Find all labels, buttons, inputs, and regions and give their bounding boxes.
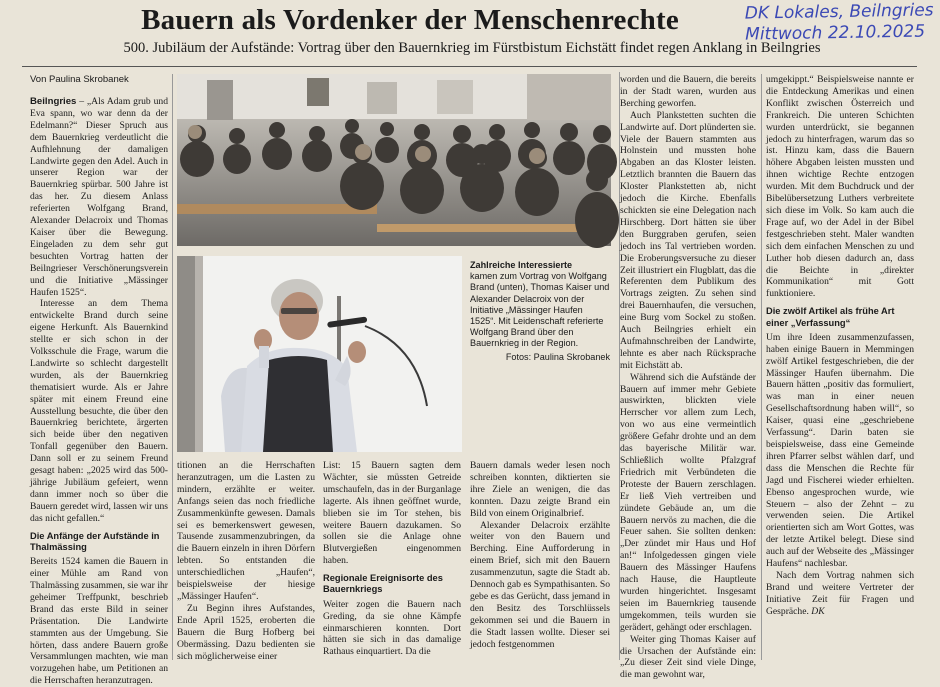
handwritten-note-line: DK Lokales, Beilngries	[744, 0, 934, 24]
subheadline: 500. Jubiläum der Aufstände: Vortrag über den Bauernkrieg im Fürstbistum Eichstätt findet regen Anklang in Beilngries	[123, 40, 821, 56]
header-rule	[22, 66, 917, 67]
caption-title: Zahlreiche Interessierte	[470, 260, 573, 270]
subheading: Regionale Ereignisorte des Bauernkriegs	[323, 573, 443, 595]
paragraph: List: 15 Bauern sagten dem Wächter, sie müssten Getreide umschaufeln, das in der Burganlage lagerte. Als ihnen geöffnet wurde, blieben sie im Tor stehen, bis weitere Bauern dazukamen. So sollen sie die Anlage ohne Blutvergießen eingenommen haben.	[323, 460, 461, 567]
paragraph	[30, 96, 168, 298]
paragraph: Während sich die Aufstände der Bauern auf immer mehr Gebiete auswirkten, blickten viele Herrscher vor allem zum Lech, von wo aus eine vermeintlich größere Gefahr drohte und an dem das bayerische Militär war. Schließlich wollte Pfalzgraf Friedrich mit Verbündeten die Proteste der Bauern zerschlagen. Er ließ Vieh vertreiben und zündete Gebäude an, um die Bauern nervös zu machen, die die Feuer sahen. Sie sollten denken: „Der zündet mir Haus und Hof an!“ Infolgedessen gingen viele Bauern des Mässinger Haufens nach Hause, die Hauptleute wurden hingerichtet. Insgesamt seien im Bauernkrieg tausende umgekommen, teils wurden sie gerädert, gehängt oder erschlagen.	[620, 371, 756, 633]
column-rule	[761, 74, 762, 660]
paragraph-text: Nach dem Vortrag nahmen sich Brand und weitere Vertreter der Initiative Zeit für Fragen und Gespräche.	[766, 569, 914, 617]
text-column-4-top	[620, 74, 756, 681]
audience-photo-graphic	[177, 74, 611, 246]
subheading: Die zwölf Artikel als frühe Art einer „Verfassung“	[766, 306, 895, 328]
photo-speaker	[177, 256, 462, 452]
speaker-photo-graphic	[177, 256, 462, 452]
handwritten-note-line: Mittwoch 22.10.2025	[745, 21, 926, 45]
subheading: Die Anfänge der Aufstände in Thalmässing	[30, 530, 160, 552]
text-column-1	[30, 96, 168, 687]
text-column-2	[177, 460, 315, 660]
paragraph: Weiter zogen die Bauern nach Greding, da sie ohne Kämpfe einmarschieren konnten. Dort hätten sie sich in das damalige Rathaus einquartiert. Da die	[323, 598, 461, 658]
paragraph	[766, 570, 914, 618]
paragraph: umgekippt.“ Beispielsweise nannte er die Entdeckung Amerikas und einen Konflikt zwischen Österreich und Frankreich. Die unteren Schichten wurden unterdrückt, sie begannen jedoch zu hinterfragen, warum das so ist. Hinzu kam, dass die Bauern höhere Abgaben leisten mussten und ihnen wichtige Rechte entzogen wurden. Mit dem Buchdruck und der Bibelübersetzung Luthers verbreitete sich diese im Volk. So kam auch die Frage auf, wo der Adel in der Bibel festgeschrieben steht. Maler wandten sich dem einfachen Menschen zu und Luther hob diesen dadurch an, dass die Beichte in „direkter Kommunikation“ mit Gott funktioniere.	[766, 74, 914, 300]
paragraph: Um ihre Ideen zusammenzufassen, haben einige Bauern in Memmingen zwölf Artikel festgeschrieben, die der Mässinger Haufen übernahm. Die Bauern hätten „positiv das formuliert, was man in einer neuen Gesellschaftsordnung haben will“, so Kaiser, quasi eine „geschriebene Verfassung“. Darin baten sie beispielsweise, dass eine Gemeinde ihren Pfarrer selbst wählen darf, und dass die Menschen die Rechte für Jagd und Fischerei wieder erhielten. Ebenso angesprochen wurde, wie Steuern – also der Zehnt – zu verwenden seien. Die Artikel orientierten sich am Wort Gottes, was der letzte Artikel belegt. Diese sind auch auf der Webseite des „Mässinger Haufens“ nachlesbar.	[766, 331, 914, 570]
paragraph: worden und die Bauern, die bereits in der Stadt waren, wurden aus Berching geworfen.	[620, 74, 756, 109]
paragraph: Auch Plankstetten suchten die Landwirte auf. Dort plünderten sie. Viele der Bauern stammten aus Holnstein und mussten hohe Abgaben an das Kloster leisten. Letztlich brannten die Bauern das Kloster Plankstetten ab, nicht jedoch die Kirche. Ebenfalls schickten sie eine Delegation nach Hirschberg. Dort hätten sie über den Burggraben gerufen, seien jedoch ins Tal vertrieben worden. Die Eroberungsversuche zu dieser Zeit illustriert ein Flugblatt, das die Referenten dem Publikum des Vortrags zeigten. Zu sehen sind drei Bauernhaufen, die versuchen, eine Burg vom Sockel zu stoßen. Auch Beilngries erhielt ein Aufmahnschreiben der Landwirte, lehnte es aber nach Rücksprache mit Eichstätt ab.	[620, 109, 756, 371]
column-rule	[172, 74, 173, 660]
photo-credit: Fotos: Paulina Skrobanek	[505, 351, 610, 362]
author-initials: DK	[811, 605, 825, 617]
paragraph: Bereits 1524 kamen die Bauern in einer Mühle am Rand von Thalmässing zusammen, sie war ihr geheimer Treffpunkt, beschrieb Brand das erste Bild in seiner Präsentation. Die Landwirte stammten aus der Umgebung. Sie hörten, dass andere Bauern große Versammlungen machten, wie man vorzugehen habe, um Petitionen an die Herrschaften heranzutragen.	[30, 556, 168, 687]
text-column-5	[766, 74, 914, 660]
handwritten-note	[745, 0, 936, 45]
paragraph: Alexander Delacroix erzählte weiter von den Bauern und Berching. Eine Aufforderung in einem Brief, sich mit den Bauern zusammenzutun, sagte die Stadt ab. Dennoch gab es Sympathisanten. So gebe es das Gerücht, dass jemand in den Besitz des Torschlüssels gekommen sei und die Bauern in die Stadt lassen wollte. Dieser sei jedoch festgenommen	[470, 519, 610, 650]
paragraph: Weiter ging Thomas Kaiser auf die Ursachen der Aufstände ein: „Zu dieser Zeit sind viele Dinge, die man gewohnt war,	[620, 633, 756, 681]
photo-caption	[470, 260, 610, 380]
photo-audience	[177, 74, 611, 246]
paragraph-text: – „Als Adam grub und Eva spann, wo war denn da der Edelmann?“ Dieser Spruch aus dem Bauernkrieg verdeutlicht die Aufhlehnung der damaligen Landwirte gegen den Adel. Auch in unserer Region war der Bauernkrieg spürbar. 500 Jahre ist das her. Zu diesem Anlass referierten Wolfgang Brand, Alexander Delacroix und Thomas Kaiser über die Bewegung. Eingeladen zu dem sehr gut besuchten Vortrag hatten der Beilngrieser Verschönerungsverein und die Initiative „Mässinger Haufen 1525“.	[30, 96, 168, 298]
text-column-4	[470, 460, 610, 660]
paragraph: titionen an die Herrschaften heranzutragen, um die Lasten zu mindern, erzählte er weiter. Anfangs seien das noch friedliche Zusammenkünfte gewesen. Damals sei es bemerkenswert gewesen, Tausende zusammenzubringen, da die Bauern einzeln in ihren Dörfern lebten. So entstanden die unterschiedlichen „Haufen“, beispielsweise der hiesige „Mässinger Haufen“.	[177, 460, 315, 602]
text-column-3	[323, 460, 461, 660]
paragraph: Interesse an dem Thema entwickelte Brand durch seine eigene Herkunft. Als Bauernkind stellte er sich schon in der Volksschule die Frage, warum die Landwirte so schlecht dargestellt wurden, als der Bauernkrieg thematisiert wurde. Als er Jahre später mit einem Freund eine Ausstellung besuchte, die über den Bauernkrieg berichtete, ärgerten sich beide über den negativen Tonfall gegenüber den Bauern. Dann soll er zu seinem Freund gesagt haben: „2025 wird das 500-jährige Jubiläum gefeiert, wenn dann immer noch so über die Bauern geredet wird, lassen wir uns das nicht gefallen.“	[30, 298, 168, 524]
dateline: Beilngries	[30, 96, 77, 107]
headline: Bauern als Vordenker der Menschenrechte	[141, 4, 679, 36]
byline: Von Paulina Skrobanek	[30, 74, 129, 85]
paragraph: Bauern damals weder lesen noch schreiben konnten, diktierten sie ihre Ziele an wenigen, die das konnten. Dazu zeigte Brand ein Bild von einem Originalbrief.	[470, 460, 610, 519]
paragraph: Zu Beginn ihres Aufstandes, Ende April 1525, eroberten die Bauern die Burg Hofberg bei Obermässing. Dazu bedienten sie sich möglicherweise einer	[177, 602, 315, 662]
caption-text: kamen zum Vortrag von Wolfgang Brand (unten), Thomas Kaiser und Alexander Delacroix von der Initiative „Mässinger Haufen 1525“. Mit Leidenschaft referierte Wolfgang Brand über den Bauernkrieg in der Region.	[470, 271, 610, 349]
